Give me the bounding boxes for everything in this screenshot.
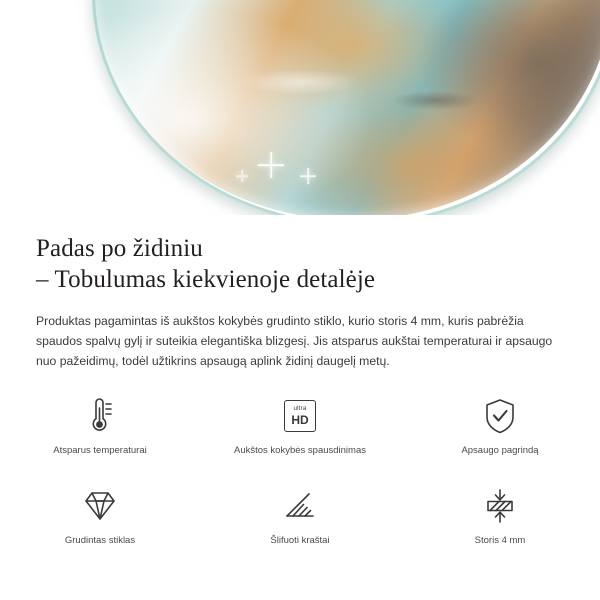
ultra-hd-bottom-text: HD — [291, 412, 309, 427]
feature-item-temperature — [0, 393, 200, 475]
polished-edges-icon — [280, 483, 320, 529]
thickness-arrows-icon — [480, 483, 520, 529]
feature-label: Šlifuoti kraštai — [270, 535, 330, 546]
feature-item-surface-protection — [400, 393, 600, 475]
feature-label: Aukštos kokybės spausdinimas — [233, 445, 366, 456]
diamond-icon — [80, 483, 120, 529]
feature-item-polished-edges — [200, 483, 400, 565]
ultra-hd-icon — [284, 393, 316, 439]
feature-label: Atsparus temperaturai — [53, 445, 147, 456]
shield-check-icon — [482, 393, 518, 439]
text-content — [0, 215, 600, 371]
hero-image — [0, 0, 600, 215]
marble-plate-graphic — [92, 0, 600, 215]
feature-label: Grudintas stiklas — [64, 535, 136, 546]
headline-line-1: Padas po židiniu — [36, 235, 203, 262]
page-title — [0, 215, 600, 295]
feature-grid — [0, 393, 600, 565]
marble-veins-overlay — [92, 0, 600, 215]
description-paragraph: Produktas pagamintas iš aukštos kokybės grudinto stiklo, kurio storis 4 mm, kuris pabrėžia spaudos spalvų gylį ir suteikia elegantiška blizgesį. Jis atsparus aukštai temperaturai ir apsaugo nuo pažeidimų, todėl užtikrins apsaugą aplink židinį daugelį metų. — [36, 314, 553, 368]
thermometer-icon — [82, 393, 118, 439]
feature-item-tempered-glass — [0, 483, 200, 565]
feature-label: Storis 4 mm — [474, 535, 526, 546]
feature-item-print-quality — [200, 393, 400, 475]
ultra-hd-top-text: ultra — [293, 405, 307, 413]
feature-label: Apsaugo pagrindą — [461, 445, 539, 456]
headline-line-2: – Tobulumas kiekvienoje detalėje — [36, 266, 376, 293]
feature-item-thickness — [400, 483, 600, 565]
